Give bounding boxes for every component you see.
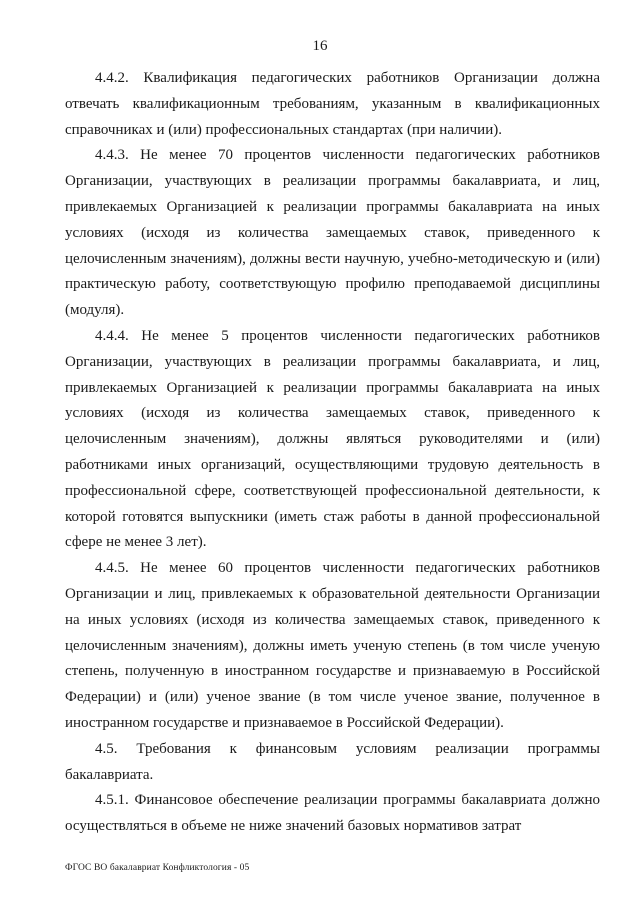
paragraph-4-4-2: 4.4.2. Квалификация педагогических работников Организации должна отвечать квалификационным требованиям, указанным в квалификационных справочниках и (или) профессиональных стандартах (при наличии). <box>65 70 600 138</box>
paragraph-4-4-3: 4.4.3. Не менее 70 процентов численности педагогических работников Организации, участвующих в реализации программы бакалавриата, и лиц, привлекаемых Организацией к реализации программы бакалавриата на иных условиях (исходя из количества замещаемых ставок, приведенного к целочисленным значениям), должны вести научную, учебно-методическую и (или) практическую работу, соответствующую профилю преподаваемой дисциплины (модуля). <box>65 147 600 319</box>
paragraph-4-4-4: 4.4.4. Не менее 5 процентов численности педагогических работников Организации, участвующих в реализации программы бакалавриата, и лиц, привлекаемых Организацией к реализации программы бакалавриата на иных условиях (исходя из количества замещаемых ставок, приведенного к целочисленным значениям), должны являться руководителями и (или) работниками иных организаций, осуществляющими трудовую деятельность в профессиональной сфере, соответствующей профессиональной деятельности, к которой готовятся выпускники (иметь стаж работы в данной профессиональной сфере не менее 3 лет). <box>65 327 600 551</box>
document-body <box>65 66 600 840</box>
section-heading-4-5: 4.5. Требования к финансовым условиям реализации программы бакалавриата. <box>65 740 600 783</box>
page-number: 16 <box>312 38 328 54</box>
page-footer: ФГОС ВО бакалавриат Конфликтология - 05 <box>65 863 250 873</box>
paragraph-4-5-1: 4.5.1. Финансовое обеспечение реализации программы бакалавриата должно осуществляться в объеме не ниже значений базовых нормативов затрат <box>65 792 600 835</box>
paragraph-4-4-5: 4.4.5. Не менее 60 процентов численности педагогических работников Организации и лиц, привлекаемых к образовательной деятельности Организации на иных условиях (исходя из количества замещаемых ставок, приведенного к целочисленным значениям), должны иметь ученую степень (в том числе ученую степень, полученную в иностранном государстве и признаваемую в Российской Федерации) и (или) ученое звание (в том числе ученое звание, полученное в иностранном государстве и признаваемое в Российской Федерации). <box>65 560 600 731</box>
